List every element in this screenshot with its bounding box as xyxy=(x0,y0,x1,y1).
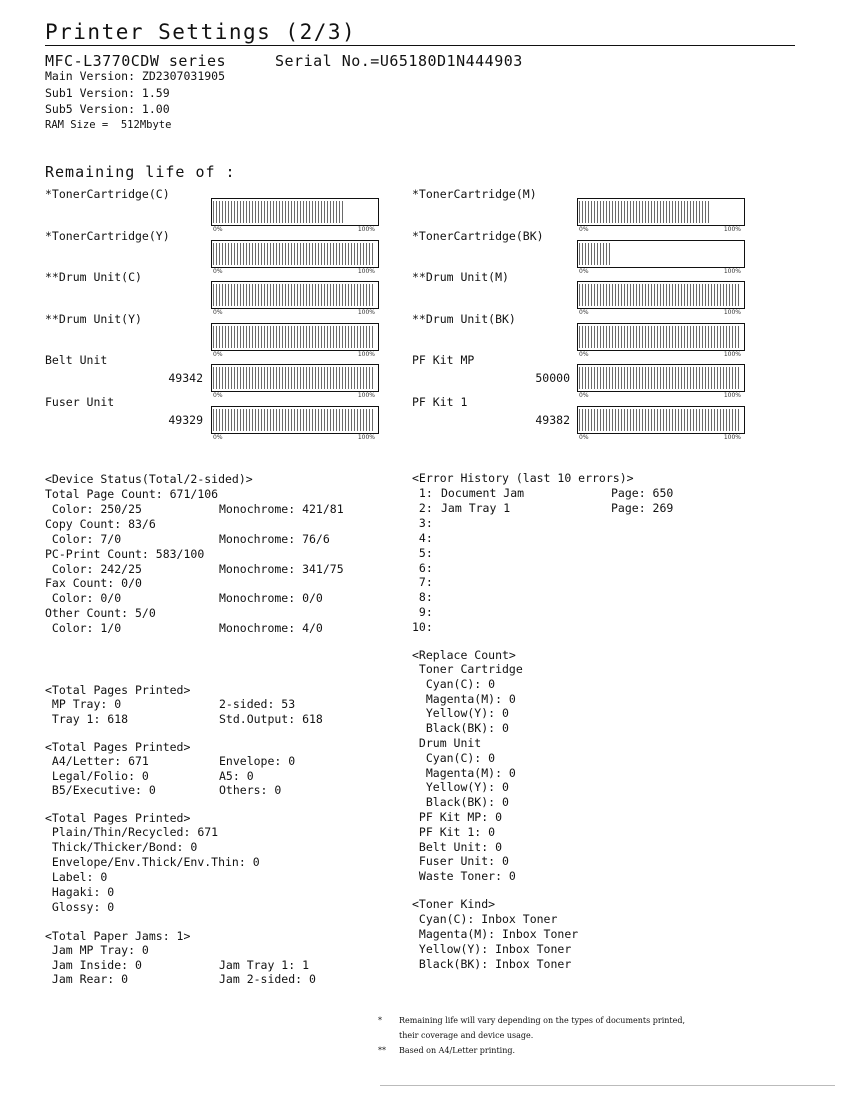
serial-number: Serial No.=U65180D1N444903 xyxy=(275,52,523,70)
gauge-label-left-3: **Drum Unit(Y) xyxy=(45,311,142,326)
error-entry-page: Page: 269 xyxy=(611,500,674,515)
error-entry-number: 9: xyxy=(412,605,433,620)
device_status-line-left: Color: 1/0 xyxy=(45,621,122,636)
gauge-fill xyxy=(213,367,375,389)
replace_count-line: PF Kit 1: 0 xyxy=(412,824,496,839)
device_status-line-right: Monochrome: 4/0 xyxy=(219,621,323,636)
pages_size-line-left: B5/Executive: 0 xyxy=(45,783,156,797)
gauge-label-right-0: *TonerCartridge(M) xyxy=(412,187,537,201)
remaining-life-heading: Remaining life of : xyxy=(45,163,236,181)
device_status-line-left: Other Count: 5/0 xyxy=(45,606,156,621)
toner-kind-heading: <Toner Kind> xyxy=(412,897,496,911)
pages_tray-line-right: 2-sided: 53 xyxy=(219,697,296,711)
error-entry-number: 3: xyxy=(412,515,433,530)
pages_media-line: Hagaki: 0 xyxy=(45,885,115,899)
error-entry-text: Document Jam xyxy=(441,486,525,500)
gauge-scale-max: 100% xyxy=(357,350,375,358)
gauge-value-left-4: 49342 xyxy=(168,371,203,385)
bottom-rule xyxy=(380,1085,835,1086)
life-gauge-bar xyxy=(577,364,745,392)
error-entry-number: 2: xyxy=(412,500,433,515)
life-gauge-bar xyxy=(577,281,745,309)
device_status-line-left: Color: 242/25 xyxy=(45,561,142,576)
life-gauge-bar xyxy=(211,281,379,309)
life-gauge-bar xyxy=(211,240,379,268)
gauge-label-right-1: *TonerCartridge(BK) xyxy=(412,228,544,243)
device-status-heading: <Device Status(Total/2-sided)> xyxy=(45,472,253,486)
pages_tray-line-right: Std.Output: 618 xyxy=(219,711,323,726)
replace-count-heading: <Replace Count> xyxy=(412,648,516,662)
gauge-label-left-2: **Drum Unit(C) xyxy=(45,270,142,284)
gauge-fill xyxy=(213,284,375,306)
pages_media-line: Plain/Thin/Recycled: 671 xyxy=(45,825,219,839)
gauge-scale-min: 0% xyxy=(579,350,589,358)
error-entry-text: Jam Tray 1 xyxy=(441,500,511,515)
error-entry-number: 5: xyxy=(412,545,433,560)
gauge-label-left-0: *TonerCartridge(C) xyxy=(45,187,170,201)
gauge-label-right-4: PF Kit MP xyxy=(412,353,475,367)
device_status-line-right: Monochrome: 421/81 xyxy=(219,501,344,516)
replace_count-line: Cyan(C): 0 xyxy=(412,676,496,691)
sub1-version: Sub1 Version: 1.59 xyxy=(45,86,170,100)
pages_tray-line-left: MP Tray: 0 xyxy=(45,697,122,711)
replace_count-line: PF Kit MP: 0 xyxy=(412,810,503,824)
error-history-heading: <Error History (last 10 errors)> xyxy=(412,471,634,485)
error-entry-number: 6: xyxy=(412,560,433,575)
gauge-scale-max: 100% xyxy=(357,433,375,441)
replace_count-line: Drum Unit xyxy=(412,736,482,750)
life-gauge-bar xyxy=(577,240,745,268)
device_status-line-right: Monochrome: 341/75 xyxy=(219,561,344,576)
error-entry-number: 1: xyxy=(412,486,433,500)
gauge-scale-min: 0% xyxy=(579,433,589,441)
gauge-scale-min: 0% xyxy=(579,226,589,233)
gauge-scale-min: 0% xyxy=(579,267,589,275)
gauge-scale-min: 0% xyxy=(213,433,223,441)
pages_size-line-right: Envelope: 0 xyxy=(219,754,296,768)
replace_count-line: Yellow(Y): 0 xyxy=(412,706,509,721)
gauge-fill xyxy=(579,326,741,348)
gauge-scale-max: 100% xyxy=(357,392,375,399)
error-entry-number: 10: xyxy=(412,620,433,635)
replace_count-line: Fuser Unit: 0 xyxy=(412,854,509,869)
pages-tray-heading: <Total Pages Printed> xyxy=(45,683,191,697)
paper_jams-line-right: Jam 2-sided: 0 xyxy=(219,972,316,986)
replace_count-line: Waste Toner: 0 xyxy=(412,869,516,884)
pages-size-heading: <Total Pages Printed> xyxy=(45,740,191,754)
gauge-scale-max: 100% xyxy=(723,309,741,316)
gauge-scale-min: 0% xyxy=(579,392,589,399)
life-gauge-bar xyxy=(577,406,745,434)
gauge-scale-max: 100% xyxy=(723,350,741,358)
paper_jams-line-right: Jam Tray 1: 1 xyxy=(219,957,310,972)
gauge-fill xyxy=(579,243,611,265)
footnote-1-mark: * xyxy=(378,1016,382,1025)
gauge-label-left-4: Belt Unit xyxy=(45,353,108,367)
replace_count-line: Black(BK): 0 xyxy=(412,795,509,810)
life-gauge-bar xyxy=(211,406,379,434)
device_status-line-left: PC-Print Count: 583/100 xyxy=(45,546,205,561)
pages_tray-line-left: Tray 1: 618 xyxy=(45,711,129,726)
device_status-line-left: Copy Count: 83/6 xyxy=(45,516,156,531)
footnote-1-line-1: Remaining life will vary depending on the types of documents printed, xyxy=(399,1016,686,1025)
device_status-line-left: Color: 0/0 xyxy=(45,591,122,606)
pages_size-line-right: A5: 0 xyxy=(219,768,254,783)
gauge-fill xyxy=(213,243,375,265)
paper_jams-line-left: Jam MP Tray: 0 xyxy=(45,943,149,957)
sub5-version: Sub5 Version: 1.00 xyxy=(45,102,170,116)
gauge-scale-min: 0% xyxy=(213,350,223,358)
gauge-label-left-5: Fuser Unit xyxy=(45,394,115,409)
gauge-label-left-1: *TonerCartridge(Y) xyxy=(45,228,170,243)
footnote-2-line-1: Based on A4/Letter printing. xyxy=(399,1046,516,1055)
error-entry-number: 4: xyxy=(412,530,433,545)
replace_count-line: Toner Cartridge xyxy=(412,662,523,676)
pages_size-line-left: A4/Letter: 671 xyxy=(45,754,149,768)
toner_kind-line: Magenta(M): Inbox Toner xyxy=(412,927,579,941)
life-gauge-bar xyxy=(577,198,745,226)
title-rule xyxy=(45,45,795,46)
pages_size-line-right: Others: 0 xyxy=(219,783,282,797)
pages-media-heading: <Total Pages Printed> xyxy=(45,811,191,825)
life-gauge-bar xyxy=(211,364,379,392)
device_status-line-left: Total Page Count: 671/106 xyxy=(45,487,219,501)
device_status-line-left: Color: 7/0 xyxy=(45,531,122,546)
paper_jams-line-left: Jam Rear: 0 xyxy=(45,972,129,986)
gauge-value-left-5: 49329 xyxy=(168,412,203,427)
replace_count-line: Black(BK): 0 xyxy=(412,721,509,736)
gauge-scale-max: 100% xyxy=(723,392,741,399)
gauge-scale-max: 100% xyxy=(357,309,375,316)
gauge-scale-max: 100% xyxy=(357,267,375,275)
gauge-value-right-4: 50000 xyxy=(535,371,570,385)
model-name: MFC-L3770CDW series xyxy=(45,52,227,70)
gauge-fill xyxy=(579,367,741,389)
gauge-fill xyxy=(213,326,375,348)
gauge-value-right-5: 49382 xyxy=(535,412,570,427)
gauge-fill xyxy=(579,201,709,223)
replace_count-line: Cyan(C): 0 xyxy=(412,750,496,765)
error-entry-page: Page: 650 xyxy=(611,486,674,500)
toner_kind-line: Cyan(C): Inbox Toner xyxy=(412,912,558,926)
main-version: Main Version: ZD2307031905 xyxy=(45,69,226,83)
pages_media-line: Thick/Thicker/Bond: 0 xyxy=(45,840,198,854)
gauge-fill xyxy=(213,409,375,431)
gauge-fill xyxy=(579,409,741,431)
gauge-fill xyxy=(579,284,741,306)
pages_media-line: Glossy: 0 xyxy=(45,900,115,914)
gauge-label-right-5: PF Kit 1 xyxy=(412,394,468,409)
device_status-line-right: Monochrome: 0/0 xyxy=(219,591,323,606)
gauge-scale-max: 100% xyxy=(723,267,741,275)
gauge-fill xyxy=(213,201,343,223)
footnote-1-line-2: their coverage and device usage. xyxy=(399,1031,534,1040)
pages_size-line-left: Legal/Folio: 0 xyxy=(45,768,149,783)
gauge-scale-max: 100% xyxy=(723,433,741,441)
life-gauge-bar xyxy=(211,323,379,351)
gauge-scale-min: 0% xyxy=(213,267,223,275)
replace_count-line: Belt Unit: 0 xyxy=(412,839,503,854)
life-gauge-bar xyxy=(577,323,745,351)
gauge-label-right-3: **Drum Unit(BK) xyxy=(412,311,516,326)
toner_kind-line: Yellow(Y): Inbox Toner xyxy=(412,942,572,956)
gauge-label-right-2: **Drum Unit(M) xyxy=(412,270,509,284)
life-gauge-bar xyxy=(211,198,379,226)
error-entry-number: 8: xyxy=(412,590,433,605)
replace_count-line: Magenta(M): 0 xyxy=(412,765,516,780)
gauge-scale-min: 0% xyxy=(213,309,223,316)
gauge-scale-max: 100% xyxy=(723,226,741,233)
paper-jams-heading: <Total Paper Jams: 1> xyxy=(45,929,191,943)
ram-size: RAM Size = 512Mbyte xyxy=(45,119,172,131)
replace_count-line: Magenta(M): 0 xyxy=(412,691,516,706)
page-title: Printer Settings (2/3) xyxy=(45,20,357,44)
gauge-scale-min: 0% xyxy=(213,226,223,233)
device_status-line-left: Fax Count: 0/0 xyxy=(45,576,142,591)
pages_media-line: Label: 0 xyxy=(45,870,108,884)
device_status-line-left: Color: 250/25 xyxy=(45,501,142,516)
footnote-2-mark: ** xyxy=(378,1046,386,1055)
gauge-scale-min: 0% xyxy=(213,392,223,399)
paper_jams-line-left: Jam Inside: 0 xyxy=(45,957,142,972)
device_status-line-right: Monochrome: 76/6 xyxy=(219,531,330,546)
error-entry-number: 7: xyxy=(412,575,433,590)
replace_count-line: Yellow(Y): 0 xyxy=(412,780,509,795)
gauge-scale-min: 0% xyxy=(579,309,589,316)
pages_media-line: Envelope/Env.Thick/Env.Thin: 0 xyxy=(45,855,260,869)
toner_kind-line: Black(BK): Inbox Toner xyxy=(412,957,572,971)
gauge-scale-max: 100% xyxy=(357,226,375,233)
